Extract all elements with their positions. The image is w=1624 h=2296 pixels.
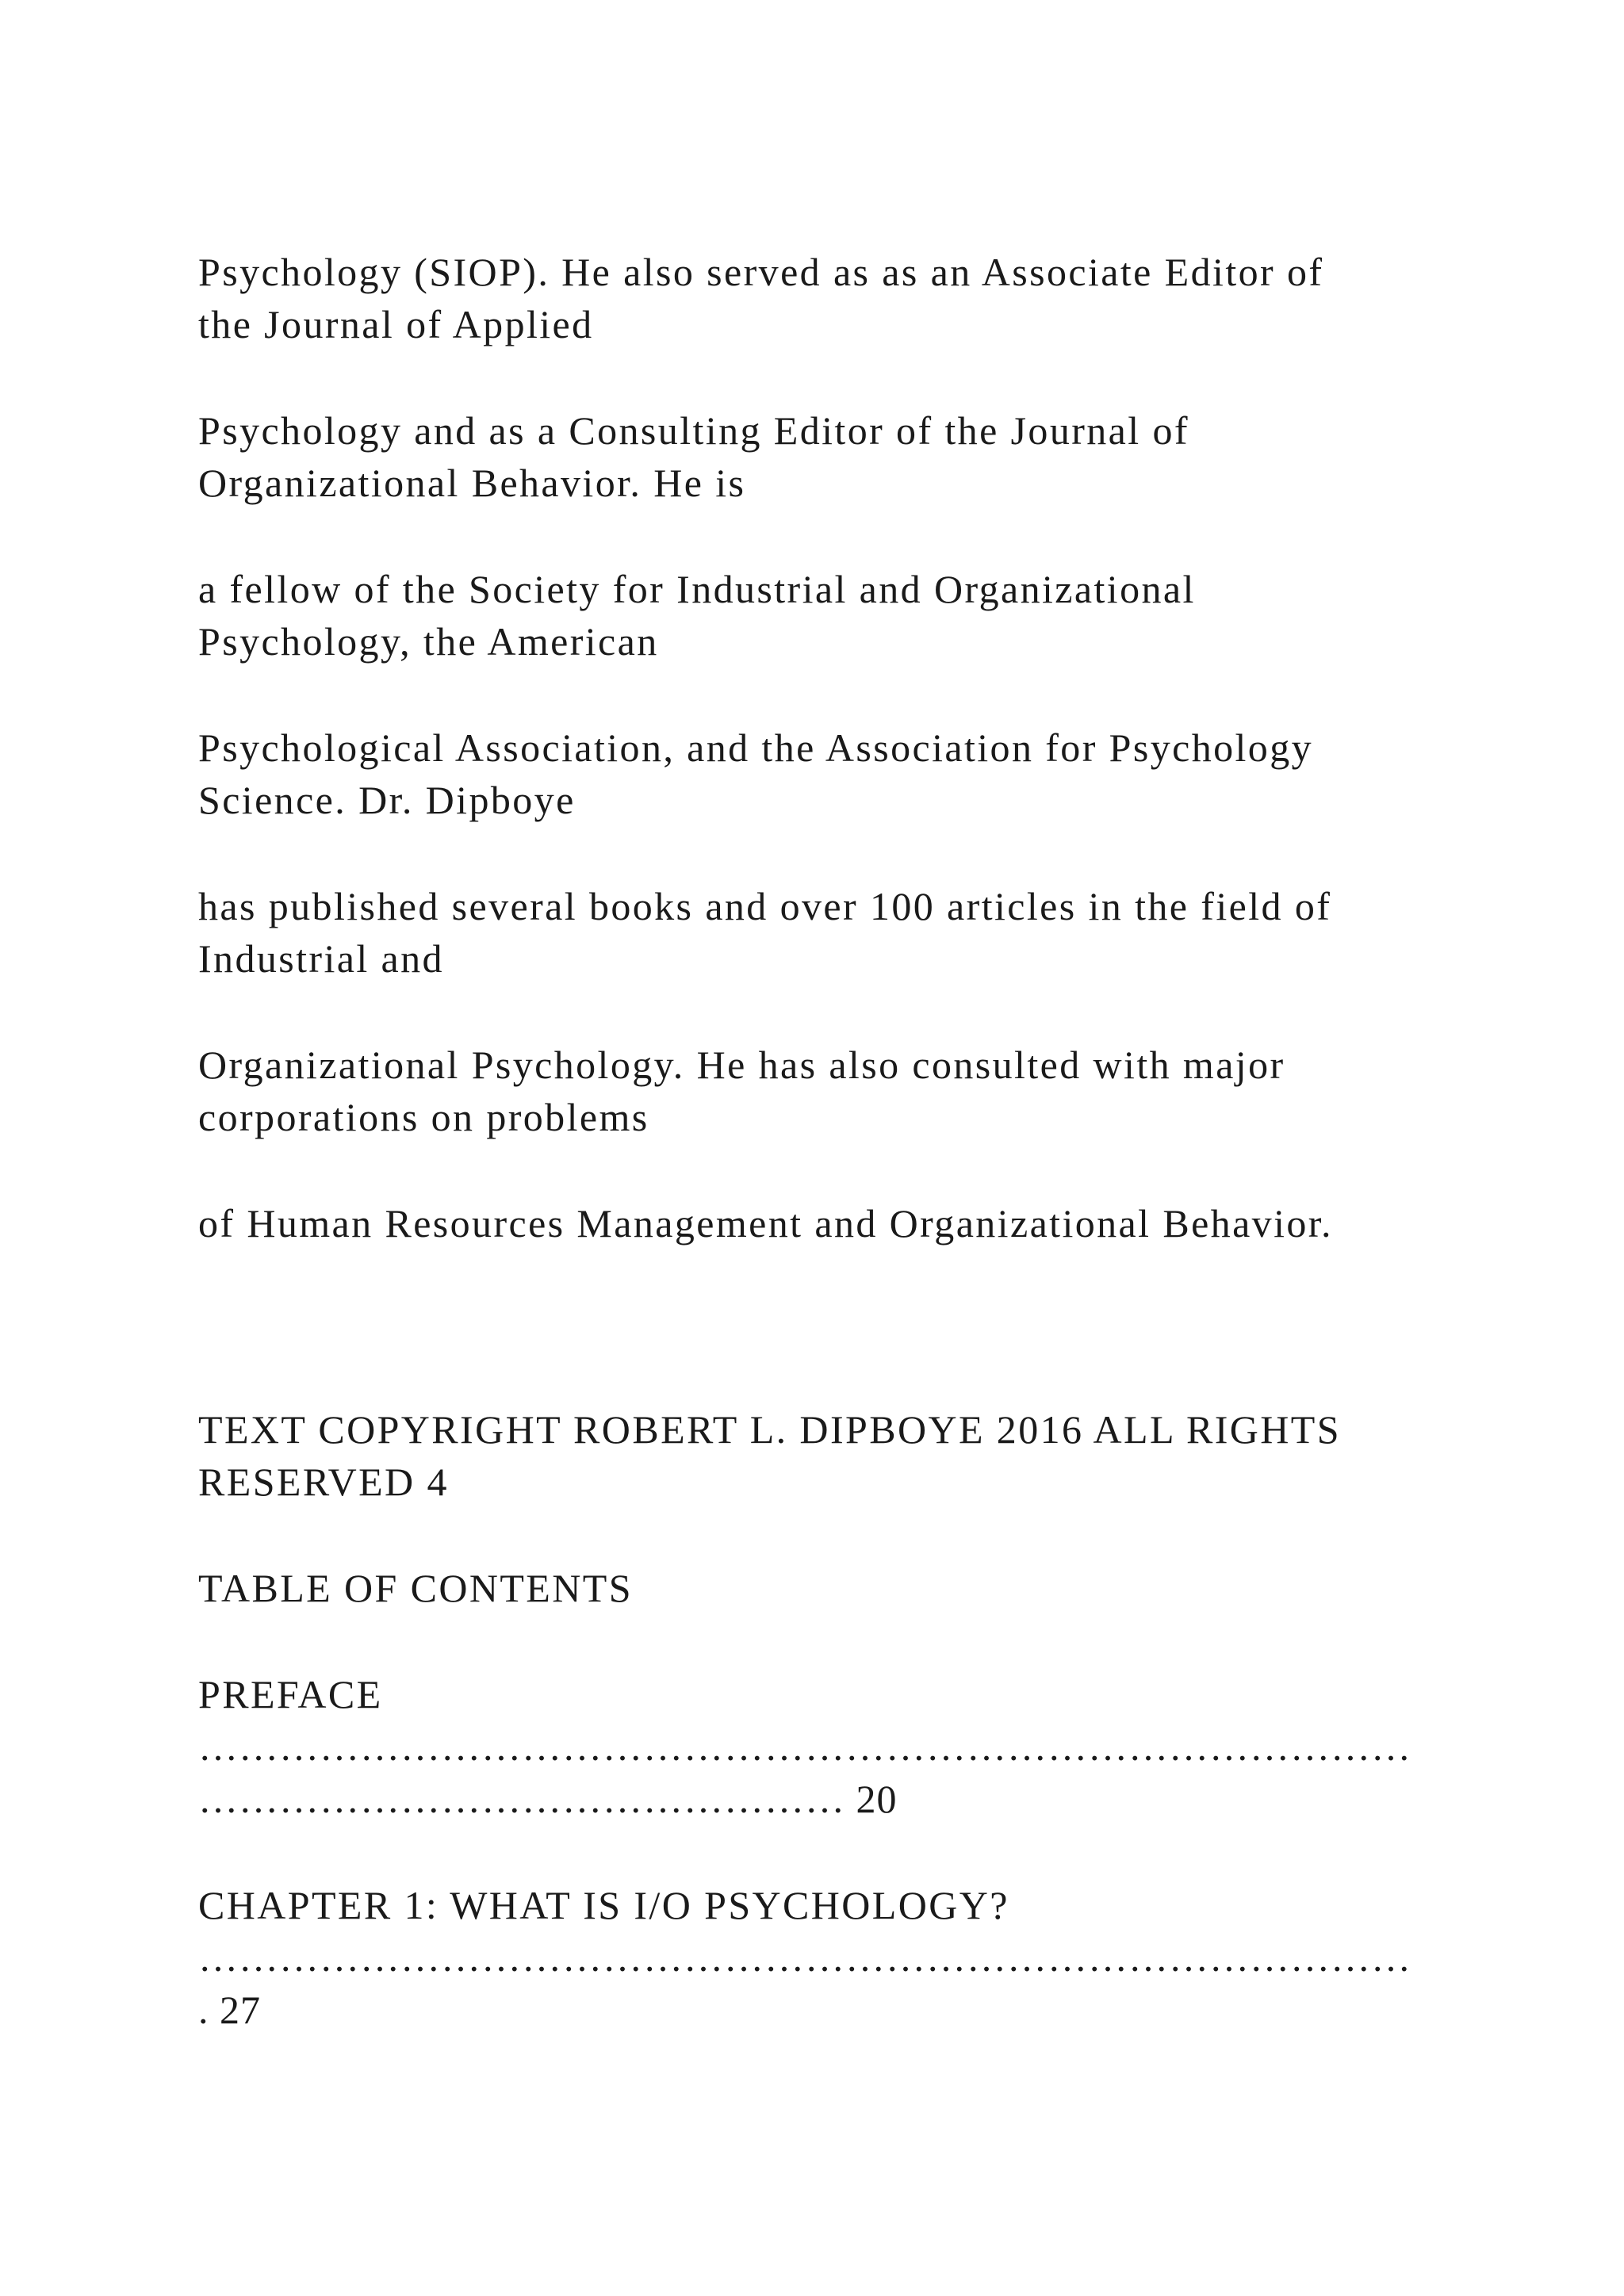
copyright-notice: [198, 1403, 1467, 1508]
toc-page-number: . 27: [198, 1988, 261, 2032]
toc-leader-dots: ………………………………………………………………………………: [198, 1935, 1411, 1980]
toc-page-number: ………………………………………… 20: [198, 1777, 898, 1821]
text-line: a fellow of the Society for Industrial and Organizational: [198, 567, 1196, 611]
text-line: the Journal of Applied: [198, 302, 594, 346]
text-line: Organizational Psychology. He has also consulted with major: [198, 1043, 1285, 1087]
bio-paragraph: [198, 404, 1467, 509]
toc-entry[interactable]: [198, 1668, 1467, 1825]
text-line: Psychology, the American: [198, 619, 659, 664]
bio-paragraph: [198, 246, 1467, 350]
toc-entry-title[interactable]: CHAPTER 1: WHAT IS I/O PSYCHOLOGY?: [198, 1883, 1009, 1927]
bio-paragraph: [198, 563, 1467, 668]
text-line: has published several books and over 100 articles in the field of: [198, 884, 1332, 928]
bio-paragraph: [198, 880, 1467, 985]
text-line: of Human Resources Management and Organizational Behavior.: [198, 1201, 1333, 1246]
toc-leader-dots: ………………………………………………………………………………: [198, 1724, 1411, 1769]
toc-heading-text: TABLE OF CONTENTS: [198, 1566, 633, 1610]
text-line: corporations on problems: [198, 1095, 649, 1139]
text-line: Science. Dr. Dipboye: [198, 778, 576, 822]
text-line: Psychological Association, and the Association for Psychology: [198, 725, 1313, 770]
copyright-line: TEXT COPYRIGHT ROBERT L. DIPBOYE 2016 ALL RIGHTS: [198, 1407, 1341, 1452]
toc-entry-title[interactable]: PREFACE: [198, 1672, 383, 1716]
text-line: Organizational Behavior. He is: [198, 461, 746, 505]
text-line: Psychology and as a Consulting Editor of the Journal of: [198, 408, 1189, 453]
copyright-line: RESERVED 4: [198, 1460, 449, 1504]
toc-heading: [198, 1562, 1467, 1614]
text-line: Industrial and: [198, 936, 444, 981]
document-page: [198, 246, 1467, 2090]
bio-paragraph: [198, 1197, 1467, 1249]
section-spacer: [198, 1303, 1467, 1403]
bio-paragraph: [198, 721, 1467, 826]
toc-entry[interactable]: [198, 1879, 1467, 2036]
bio-paragraph: [198, 1039, 1467, 1143]
text-line: Psychology (SIOP). He also served as as an Associate Editor of: [198, 250, 1324, 294]
